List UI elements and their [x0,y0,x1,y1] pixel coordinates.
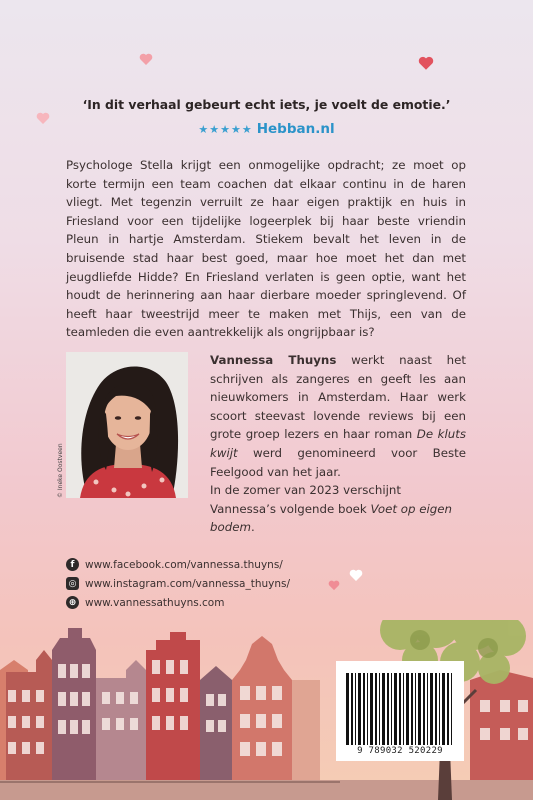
barcode-bar [375,673,377,745]
barcode-bar [423,673,425,745]
barcode-bar [451,673,452,745]
barcode-bar [367,673,368,745]
instagram-url[interactable]: www.instagram.com/vannessa_thuyns/ [85,577,291,590]
heart-icon [418,56,434,71]
barcode-bar [387,673,389,745]
barcode-bar [430,673,433,745]
bio-paragraph [210,351,466,481]
facebook-icon: f [66,558,79,571]
website-icon: ⊕ [66,596,79,609]
bio-text: werkt naast het schrijven als zangeres en geeft les aan nieuwkomers in Amsterdam. Haar werk scoort steevast lovende reviews bij een grote groep lezers en haar roman [210,353,467,442]
facebook-url[interactable]: www.facebook.com/vannessa.thuyns/ [85,558,283,571]
barcode-bar [346,673,349,745]
heart-icon [349,569,363,582]
barcode-bar [427,673,428,745]
barcode-bar [394,673,397,745]
barcode-bar [447,673,449,745]
social-instagram[interactable] [66,574,290,593]
blurb-text: Psychologe Stella krijgt een onmogelijke opdracht; ze moet op korte termijn een team coachen dat elkaar continu in de haren vliegt. Met tegenzin verruilt ze haar eigen praktijk en huis in Friesland voor een tijdelijke logeerplek bij haar beste vriendin Pleun in hartje Amsterdam. Stiekem bevalt het leven in de bruisende stad haar best goed, maar hoe moet het dan met jeugdliefde Hidde? En Friesland verlaten is geen optie, want het houdt de herinnering aan haar dierbare moeder springlevend. Of heeft haar tweestrijd meer te maken met Thijs, een van de teamleden die even aantrekkelijk als ongrijpbaar is? [66,158,466,340]
book-title: Voet op eigen bodem [210,501,452,535]
barcode-bar [363,673,365,745]
bio-paragraph [210,481,466,537]
barcode-bar [355,673,356,745]
bio-text: In de zomer van 2023 verschijnt Vannessa’s volgende boek [210,483,402,516]
bio-text: . [250,520,255,535]
book-blurb [66,156,466,342]
author-name: Vannessa Thuyns [210,353,337,367]
barcode-bar [442,673,445,745]
barcode-bar [379,673,380,745]
heart-icon [328,580,340,591]
barcode-bar [415,673,416,745]
barcode-bar [411,673,413,745]
book-title: De kluts kwijt [210,427,467,460]
barcode-bar [351,673,353,745]
barcode-bar [406,673,409,745]
review-quote: ‘In dit verhaal gebeurt echt iets, je voelt de emotie.’ [82,97,451,112]
barcode [336,661,464,761]
author-photo [66,352,188,498]
barcode-bar [403,673,404,745]
review-source [0,121,533,137]
barcode-bar [370,673,373,745]
author-bio [210,351,466,537]
bio-text: werd genomineerd voor Beste Feelgood van het jaar. [210,445,466,479]
instagram-icon: ◎ [66,577,79,590]
barcode-bar [435,673,437,745]
social-facebook[interactable] [66,555,290,574]
barcode-bar [358,673,361,745]
social-website[interactable] [66,593,290,612]
rating-stars: ★★★★★ [198,123,253,136]
barcode-bar [382,673,385,745]
barcode-bar [399,673,401,745]
barcode-bar [418,673,421,745]
barcode-bar [391,673,392,745]
review-site: Hebban.nl [256,121,335,137]
social-links [66,555,290,612]
heart-icon [139,53,153,66]
photo-credit: © Ineke Oostveen [57,443,64,498]
website-url[interactable]: www.vannessathuyns.com [85,596,225,609]
isbn-number: 9 789032 520229 [357,746,443,756]
barcode-bar [439,673,440,745]
